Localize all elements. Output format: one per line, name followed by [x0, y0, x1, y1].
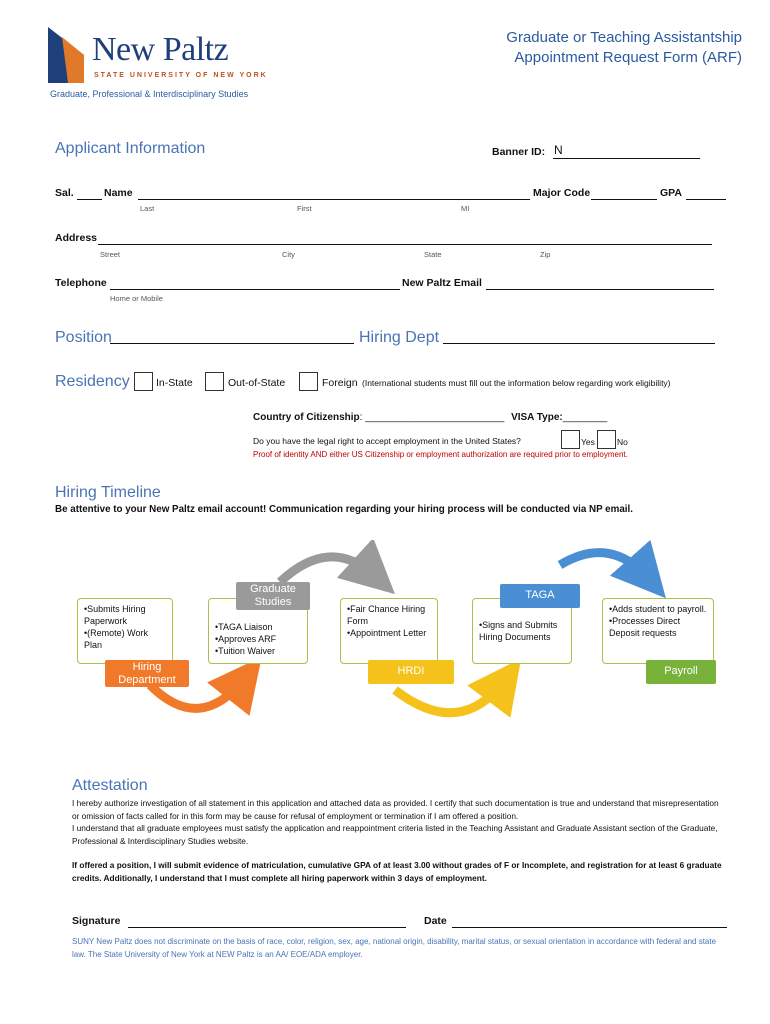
- attestation-para-1: I hereby authorize investigation of all statement in this application and attached data as provided. I certify that such documentation is true and understand that misrepresentation or omission of facts called for in this form may be cause for refusal of employment or termination if I am offered a position.: [72, 798, 719, 821]
- applicant-section-title: Applicant Information: [55, 140, 206, 157]
- step-hiring-department-box: [77, 598, 173, 664]
- proof-note: Proof of identity AND either US Citizenship or employment authorization are required prior to employment.: [253, 450, 628, 459]
- position-label: Position: [55, 329, 112, 346]
- residency-label: Residency: [55, 373, 130, 390]
- step-hrdi-box: [340, 598, 438, 664]
- hiring-dept-field[interactable]: [443, 343, 715, 344]
- date-field[interactable]: [452, 927, 727, 928]
- step-payroll-tab: Payroll: [646, 660, 716, 684]
- form-title-line1: Graduate or Teaching Assistantship: [506, 29, 742, 46]
- foreign-label: Foreign: [322, 377, 358, 389]
- step1-bullet-2: •(Remote) Work Plan: [84, 628, 148, 650]
- arrow-hrdi-to-taga: [395, 680, 505, 713]
- out-of-state-label: Out-of-State: [228, 377, 286, 389]
- no-checkbox[interactable]: [597, 430, 616, 449]
- telephone-field[interactable]: [110, 289, 400, 290]
- foreign-note: (International students must fill out the information below regarding work eligibility): [362, 378, 671, 388]
- citizenship-field[interactable]: : _________________________: [359, 412, 505, 423]
- yes-checkbox[interactable]: [561, 430, 580, 449]
- sal-field[interactable]: [77, 199, 102, 200]
- department-name: Graduate, Professional & Interdisciplinary Studies: [50, 89, 249, 99]
- form-title: [422, 28, 742, 68]
- banner-id-value: N: [554, 143, 563, 157]
- step-hrdi-tab: HRDI: [368, 660, 454, 684]
- step2-bullet-1: •TAGA Liaison: [215, 622, 273, 632]
- name-hint-last: Last: [140, 204, 155, 213]
- email-label: New Paltz Email: [402, 277, 482, 289]
- sal-label: Sal.: [55, 187, 74, 199]
- arrow-taga-to-payroll: [560, 553, 648, 578]
- gpa-label: GPA: [660, 187, 682, 199]
- timeline-section-title: Hiring Timeline: [55, 484, 161, 501]
- out-of-state-checkbox[interactable]: [205, 372, 224, 391]
- yes-label: Yes: [581, 437, 595, 447]
- citizenship-row: [253, 412, 607, 423]
- hiring-dept-label: Hiring Dept: [359, 329, 440, 346]
- telephone-hint: Home or Mobile: [110, 294, 163, 303]
- legal-right-question: Do you have the legal right to accept employment in the United States?: [253, 436, 521, 446]
- attestation-para-2: I understand that all graduate employees must satisfy the application and reappointment criteria listed in the Teaching Assistant and Graduate Assistant section of the Graduate, Professional & Interdisciplinary Studies website.: [72, 823, 718, 846]
- attestation-section-title: Attestation: [72, 777, 148, 794]
- banner-id-label: Banner ID:: [492, 146, 546, 158]
- step2-bullet-2: •Approves ARF: [215, 634, 277, 644]
- name-hint-first: First: [297, 204, 312, 213]
- visa-type-field[interactable]: ________: [562, 412, 608, 423]
- step-hiring-department-tab: Hiring Department: [105, 660, 189, 687]
- attestation-para-3: If offered a position, I will submit evidence of matriculation, cumulative GPA of at least 3.00 without grades of F or Incomplete, and registration for at least 6 graduate credits. Additionally, I understand that I must complete all hiring paperwork within 3 days of employment.: [72, 860, 722, 883]
- banner-id-field[interactable]: [553, 158, 700, 159]
- in-state-checkbox[interactable]: [134, 372, 153, 391]
- major-code-field[interactable]: [591, 199, 657, 200]
- form-title-line2: Appointment Request Form (ARF): [514, 49, 742, 66]
- name-field[interactable]: [138, 199, 530, 200]
- telephone-label: Telephone: [55, 277, 107, 289]
- foreign-checkbox[interactable]: [299, 372, 318, 391]
- step2-bullet-3: •Tuition Waiver: [215, 646, 275, 656]
- no-label: No: [617, 437, 628, 447]
- timeline-notice: Be attentive to your New Paltz email account! Communication regarding your hiring process will be conducted via NP email.: [55, 504, 633, 515]
- step4-bullet-1: •Signs and Submits Hiring Documents: [479, 620, 558, 642]
- signature-label: Signature: [72, 915, 121, 927]
- logo-subtitle: STATE UNIVERSITY OF NEW YORK: [94, 72, 268, 79]
- step-graduate-studies-tab: Graduate Studies: [236, 582, 310, 610]
- position-field[interactable]: [110, 343, 354, 344]
- date-label: Date: [424, 915, 447, 927]
- step5-bullet-2: •Processes Direct Deposit requests: [609, 616, 681, 638]
- step-taga-tab: TAGA: [500, 584, 580, 608]
- address-label: Address: [55, 232, 98, 244]
- logo-name: New Paltz: [92, 31, 229, 68]
- logo: [48, 27, 268, 85]
- address-field[interactable]: [98, 244, 712, 245]
- address-hint-street: Street: [100, 250, 121, 259]
- step3-bullet-2: •Appointment Letter: [347, 628, 427, 638]
- logo-mark-icon: [48, 27, 84, 83]
- arrow-grad-to-hrdi: [280, 557, 375, 582]
- step-payroll-box: [602, 598, 714, 664]
- in-state-label: In-State: [156, 377, 193, 389]
- non-discrimination-footer: SUNY New Paltz does not discriminate on the basis of race, color, religion, sex, age, national origin, disability, marital status, or sexual orientation in accordance with federal and state law. The State University of New York at NEW Paltz is an AA/ EOE/ADA employer.: [72, 937, 717, 959]
- step1-bullet-1: •Submits Hiring Paperwork: [84, 604, 146, 626]
- visa-type-label: VISA Type:: [511, 412, 563, 423]
- major-code-label: Major Code: [533, 187, 591, 199]
- name-label: Name: [104, 187, 133, 199]
- gpa-field[interactable]: [686, 199, 726, 200]
- email-field[interactable]: [486, 289, 714, 290]
- address-hint-city: City: [282, 250, 295, 259]
- name-hint-mi: MI: [461, 204, 470, 213]
- signature-field[interactable]: [128, 927, 406, 928]
- step3-bullet-1: •Fair Chance Hiring Form: [347, 604, 426, 626]
- step5-bullet-1: •Adds student to payroll.: [609, 604, 707, 614]
- citizenship-label: Country of Citizenship: [253, 412, 360, 423]
- address-hint-state: State: [424, 250, 442, 259]
- address-hint-zip: Zip: [540, 250, 551, 259]
